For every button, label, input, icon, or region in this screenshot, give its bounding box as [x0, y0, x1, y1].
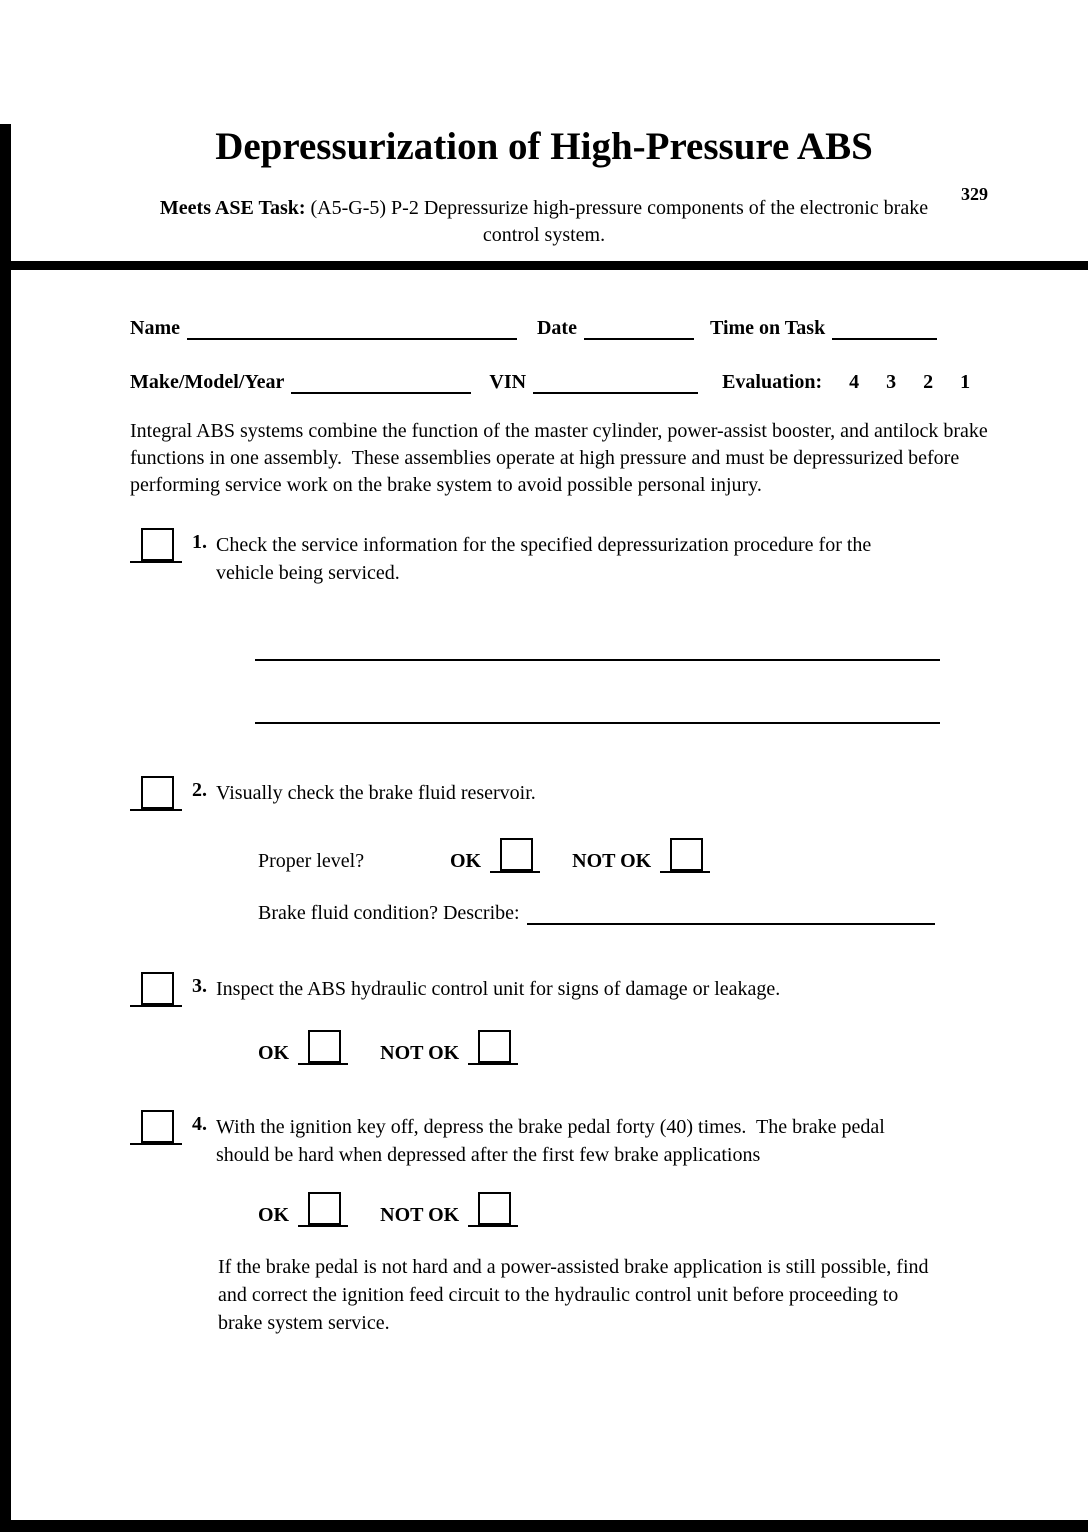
task-2-not-ok-checkbox-line: [660, 837, 710, 873]
task-2-text: Visually check the brake fluid reservoir.: [216, 782, 536, 805]
task-1-answer-row-2: [255, 696, 988, 729]
task-4-not-ok-checkbox-line: [468, 1191, 518, 1227]
evaluation-label: Evaluation:: [722, 371, 823, 394]
task-item-2: [130, 773, 988, 811]
task-item-4: [130, 1107, 988, 1169]
vin-line[interactable]: [533, 366, 698, 394]
header-row-1: [130, 312, 988, 340]
task-item-3: [130, 969, 988, 1007]
task-3-not-ok-checkbox[interactable]: [478, 1030, 511, 1063]
ase-task-line-2: control system.: [482, 224, 606, 247]
task-3-checkbox[interactable]: [141, 972, 174, 1005]
time-on-task-line[interactable]: [832, 312, 937, 340]
task-2-not-ok-label: NOT OK: [572, 850, 652, 873]
proper-level-label: Proper level?: [258, 850, 365, 873]
task-3-checkbox-line: [130, 969, 182, 1007]
task-2-checkbox[interactable]: [141, 776, 174, 809]
task-2-proper-level-row: [258, 837, 988, 873]
task-1-checkbox[interactable]: [141, 528, 174, 561]
eval-score-1: 1: [960, 371, 971, 394]
task-4-number: 4.: [192, 1113, 207, 1136]
ase-task-line-1: [0, 195, 1088, 222]
task-4-ok-checkbox-line: [298, 1191, 348, 1227]
task-item-1: [130, 525, 988, 587]
name-line[interactable]: [187, 312, 517, 340]
task-4-checkbox[interactable]: [141, 1110, 174, 1143]
task-3-ok-checkbox[interactable]: [308, 1030, 341, 1063]
task-3-ok-label: OK: [258, 1042, 290, 1065]
task-3-number: 3.: [192, 975, 207, 998]
brake-fluid-condition-line[interactable]: [527, 897, 935, 925]
task-3-not-ok-checkbox-line: [468, 1029, 518, 1065]
task-1-number: 1.: [192, 531, 207, 554]
divider-rule: [0, 261, 1088, 270]
ase-task-text: (A5-G-5) P-2 Depressurize high-pressure components of the electronic brake: [310, 197, 929, 220]
form-body: [0, 312, 1088, 1337]
document-page: [0, 124, 1088, 1337]
task-1-answer-line-1[interactable]: [255, 633, 940, 661]
task-4-not-ok-label: NOT OK: [380, 1204, 460, 1227]
task-4-ok-label: OK: [258, 1204, 290, 1227]
task-2-ok-checkbox[interactable]: [500, 838, 533, 871]
task-4-ok-checkbox[interactable]: [308, 1192, 341, 1225]
task-4-checkbox-line: [130, 1107, 182, 1145]
make-model-year-label: Make/Model/Year: [130, 371, 285, 394]
task-3-ok-checkbox-line: [298, 1029, 348, 1065]
page-edge-bottom: [0, 1520, 1088, 1532]
task-1-checkbox-line: [130, 525, 182, 563]
task-1-text: Check the service information for the specified depressurization procedure for the vehicle being serviced.: [216, 534, 877, 585]
task-3-ok-row: [258, 1029, 988, 1065]
vin-label: VIN: [489, 371, 527, 394]
page-number: 329: [961, 184, 988, 204]
task-1-answer-row-1: [255, 633, 988, 666]
task-2-not-ok-checkbox[interactable]: [670, 838, 703, 871]
date-label: Date: [536, 317, 577, 340]
page-title: Depressurization of High-Pressure ABS: [215, 125, 873, 168]
task-3-not-ok-label: NOT OK: [380, 1042, 460, 1065]
ase-task-block: [0, 195, 1088, 249]
time-on-task-label: Time on Task: [709, 317, 826, 340]
ase-task-label: Meets ASE Task:: [159, 197, 306, 220]
make-model-year-line[interactable]: [291, 366, 471, 394]
header-row-2: [130, 366, 988, 394]
eval-score-4: 4: [849, 371, 860, 394]
task-2-condition-row: [258, 897, 988, 925]
task-4-ok-row: [258, 1191, 988, 1227]
task-4-text: With the ignition key off, depress the brake pedal forty (40) times. The brake pedal should be hard when depressed after the first few brake applications: [216, 1116, 890, 1167]
eval-score-2: 2: [923, 371, 934, 394]
name-label: Name: [130, 317, 180, 340]
task-2-checkbox-line: [130, 773, 182, 811]
intro-paragraph: Integral ABS systems combine the function of the master cylinder, power-assist booster, and antilock brake functions in one assembly. These assemblies operate at high pressure and must be depressurized before performing service work on the brake system to avoid possible personal injury.: [130, 420, 993, 497]
task-1-answer-line-2[interactable]: [255, 696, 940, 724]
task-2-ok-label: OK: [450, 850, 482, 873]
date-line[interactable]: [584, 312, 694, 340]
page-edge-left: [0, 124, 11, 1532]
eval-score-3: 3: [886, 371, 897, 394]
brake-fluid-condition-label: Brake fluid condition? Describe:: [258, 902, 520, 925]
task-4-not-ok-checkbox[interactable]: [478, 1192, 511, 1225]
task-3-text: Inspect the ABS hydraulic control unit for signs of damage or leakage.: [216, 978, 781, 1001]
task-4-note-paragraph: If the brake pedal is not hard and a power-assisted brake application is still possible, find and correct the ignition feed circuit to the hydraulic control unit before proceeding to brake system service.: [218, 1256, 934, 1335]
task-2-ok-checkbox-line: [490, 837, 540, 873]
task-2-number: 2.: [192, 779, 207, 802]
